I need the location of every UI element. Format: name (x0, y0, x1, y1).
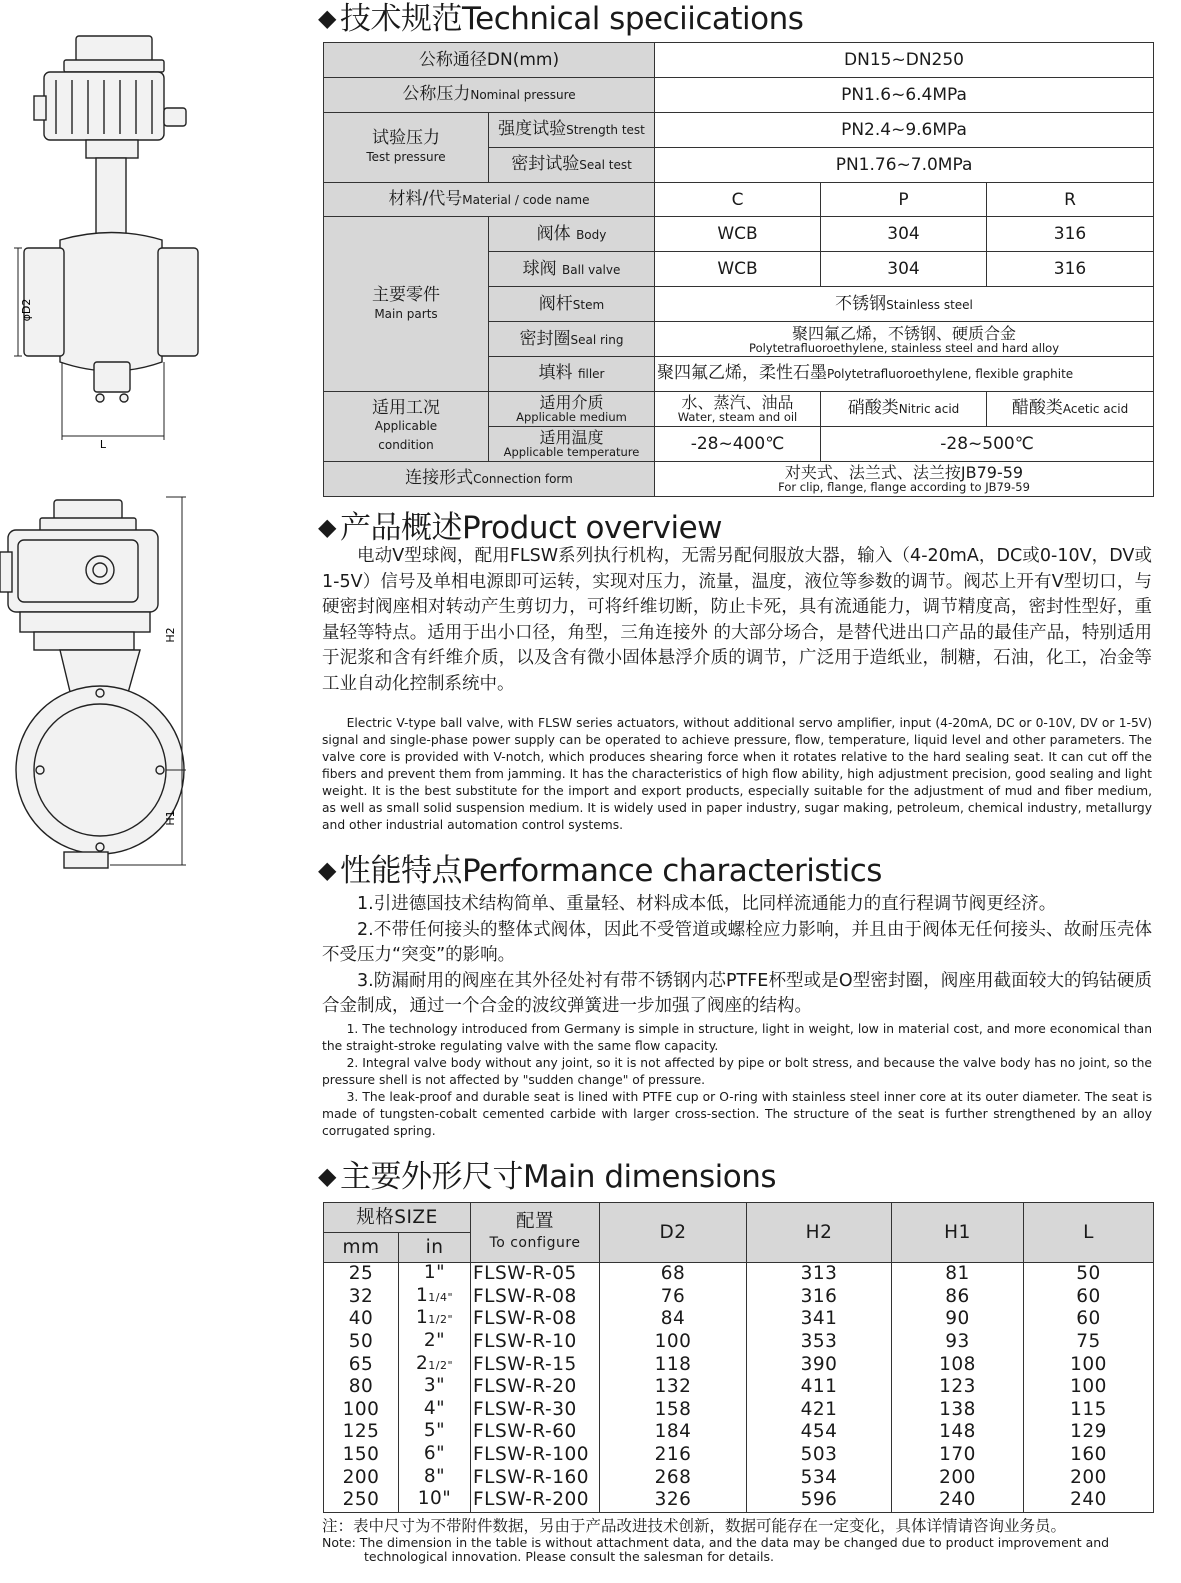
medium-c: 水、蒸汽、油品 Water, steam and oil (655, 391, 821, 426)
spec-table (323, 42, 1154, 497)
h1-dim-label: H1 (164, 810, 177, 826)
h2-dim-label: H2 (164, 627, 177, 643)
dim-cell-mm: 32 (324, 1286, 399, 1309)
dimension-row (324, 1286, 1154, 1309)
dim-cell-mm: 150 (324, 1444, 399, 1467)
dim-cell-config: FLSW-R-08 (471, 1308, 600, 1331)
dim-cell-l: 50 (1024, 1263, 1154, 1286)
material-r: R (987, 182, 1154, 217)
connection-label: 连接形式Connection form (324, 461, 655, 496)
valve-drawings (0, 0, 320, 1583)
spec-heading: ◆ 技术规范Technical speciications (318, 1, 804, 37)
spec-row-dn (324, 43, 1154, 78)
dim-cell-d2: 100 (600, 1331, 747, 1354)
dim-cell-h2: 421 (747, 1399, 892, 1422)
dim-cell-in (399, 1353, 471, 1376)
dim-cell-h1: 86 (892, 1286, 1024, 1309)
spec-row-body (324, 217, 1154, 252)
dim-cell-in (399, 1399, 471, 1422)
dim-cell-h1: 138 (892, 1399, 1024, 1422)
np-value: PN1.6~6.4MPa (655, 77, 1154, 112)
dim-cell-mm: 125 (324, 1421, 399, 1444)
diamond-bullet-icon: ◆ (318, 856, 336, 884)
dim-cell-d2: 326 (600, 1489, 747, 1512)
dim-cell-h2: 411 (747, 1376, 892, 1399)
dim-cell-d2: 158 (600, 1399, 747, 1422)
dim-cell-config: FLSW-R-15 (471, 1353, 600, 1376)
diamond-bullet-icon: ◆ (318, 4, 336, 32)
dim-cell-mm: 65 (324, 1353, 399, 1376)
dim-cell-mm: 80 (324, 1376, 399, 1399)
body-label: 阀体 Body (489, 217, 655, 252)
front-view-drawing (0, 500, 184, 868)
seal-test-label: 密封试验Seal test (489, 147, 655, 182)
dim-cell-h2: 503 (747, 1444, 892, 1467)
performance-en-list (322, 1021, 1152, 1140)
strength-test-value: PN2.4~9.6MPa (655, 112, 1154, 147)
dim-cell-h1: 200 (892, 1466, 1024, 1489)
dim-cell-l: 60 (1024, 1286, 1154, 1309)
np-label: 公称压力Nominal pressure (324, 77, 655, 112)
spec-row-nominal-pressure (324, 77, 1154, 112)
dim-cell-in (399, 1444, 471, 1467)
diamond-bullet-icon: ◆ (318, 513, 336, 541)
dim-in-whole: 5" (423, 1421, 446, 1442)
ball-label: 球阀 Ball valve (489, 252, 655, 287)
dim-cell-in (399, 1286, 471, 1309)
dim-cell-config: FLSW-R-200 (471, 1489, 600, 1512)
dim-cell-l: 115 (1024, 1399, 1154, 1422)
dim-cell-h1: 123 (892, 1376, 1024, 1399)
dim-cell-in (399, 1489, 471, 1512)
dimension-row (324, 1353, 1154, 1376)
dimension-row (324, 1489, 1154, 1512)
dimensions-table (323, 1202, 1154, 1513)
performance-heading: ◆ 性能特点Performance characteristics (318, 853, 882, 889)
dimension-row (324, 1444, 1154, 1467)
dim-cell-d2: 268 (600, 1466, 747, 1489)
dim-cell-h1: 170 (892, 1444, 1024, 1467)
dim-cell-in (399, 1263, 471, 1286)
body-c: WCB (655, 217, 821, 252)
medium-r: 醋酸类Acetic acid (987, 391, 1154, 426)
dim-cell-config: FLSW-R-08 (471, 1286, 600, 1309)
dim-cell-config: FLSW-R-160 (471, 1466, 600, 1489)
dim-cell-h1: 90 (892, 1308, 1024, 1331)
temperature-pr: -28~500℃ (821, 426, 1154, 461)
performance-en-item: 1. The technology introduced from Germany is simple in structure, light in weight, low in material cost, and more economical than the straight-stroke regulating valve with the same flow capacity. (322, 1022, 1152, 1053)
dim-cell-l: 200 (1024, 1466, 1154, 1489)
dim-cell-in (399, 1331, 471, 1354)
dim-cell-mm: 40 (324, 1308, 399, 1331)
dimension-row (324, 1308, 1154, 1331)
material-p: P (821, 182, 987, 217)
main-parts-label: 主要零件 Main parts (324, 217, 489, 391)
body-r: 316 (987, 217, 1154, 252)
dim-cell-config: FLSW-R-30 (471, 1399, 600, 1422)
dimension-row (324, 1263, 1154, 1286)
dim-in-fraction: 1/4" (428, 1290, 454, 1304)
config-header: 配置 To configure (471, 1203, 600, 1263)
dim-in-fraction: 1/2" (428, 1313, 454, 1327)
dim-cell-mm: 250 (324, 1489, 399, 1512)
dim-in-whole: 1 (415, 1308, 429, 1329)
stem-label: 阀杆Stem (489, 287, 655, 322)
medium-p: 硝酸类Nitric acid (821, 391, 987, 426)
dim-cell-h2: 316 (747, 1286, 892, 1309)
dim-cell-l: 60 (1024, 1308, 1154, 1331)
dim-in-whole: 2 (415, 1353, 429, 1374)
dim-cell-l: 129 (1024, 1421, 1154, 1444)
footnote-en-line2: technological innovation. Please consult the salesman for details. (364, 1549, 774, 1564)
dim-in-whole: 6" (423, 1443, 446, 1465)
connection-value: 对夹式、法兰式、法兰按JB79-59 For clip, flange, flange according to JB79-59 (655, 461, 1154, 496)
ball-c: WCB (655, 252, 821, 287)
spec-row-material (324, 182, 1154, 217)
dn-label: 公称通径DN(mm) (324, 43, 655, 78)
dim-cell-h2: 454 (747, 1421, 892, 1444)
body-p: 304 (821, 217, 987, 252)
dimension-row (324, 1399, 1154, 1422)
filler-label: 填料 filler (489, 357, 655, 392)
dim-cell-h1: 93 (892, 1331, 1024, 1354)
dim-cell-l: 240 (1024, 1489, 1154, 1512)
h1-header: H1 (892, 1203, 1024, 1263)
spec-row-strength-test (324, 112, 1154, 147)
h2-header: H2 (747, 1203, 892, 1263)
medium-label: 适用介质 Applicable medium (489, 391, 655, 426)
size-header: 规格SIZE (324, 1203, 471, 1233)
dim-cell-mm: 100 (324, 1399, 399, 1422)
dim-cell-in (399, 1376, 471, 1399)
l-header: L (1024, 1203, 1154, 1263)
dim-cell-mm: 25 (324, 1263, 399, 1286)
dim-cell-h2: 341 (747, 1308, 892, 1331)
dimension-row (324, 1331, 1154, 1354)
overview-en-paragraph: Electric V-type ball valve, with FLSW series actuators, without additional servo amplifier, input (4-20mA, DC or 0-10V, DV or 1-5V) signal and single-phase power supply can be operated to achieve pressure, flow, temperature, liquid level and other parameters. The valve core is provided with V-notch, which produces shearing force when it rotates relative to the hard sealing seat. It can cut off the fibers and prevent them from jamming. It has the characteristics of high flow ability, high adjustment precision, good sealing and light weight. It is the best substitute for the import and export products, especially suitable for the adjustment of mud and fiber medium, as well as small solid suspension medium. It is widely used in paper industry, sugar making, petroleum, chemical industry, metallurgy and other industrial automation control systems. (322, 716, 1152, 832)
dim-in-whole: 1 (415, 1285, 429, 1306)
material-c: C (655, 182, 821, 217)
mm-header: mm (324, 1233, 399, 1263)
dim-cell-d2: 132 (600, 1376, 747, 1399)
footnote-cn: 注：表中尺寸为不带附件数据，另由于产品改进技术创新，数据可能存在一定变化，具体详情请咨询业务员。 (322, 1517, 1067, 1535)
filler-value: 聚四氟乙烯，柔性石墨Polytetrafluoroethylene, flexible graphite (655, 357, 1154, 392)
strength-test-label: 强度试验Strength test (489, 112, 655, 147)
seal-ring-value: 聚四氟乙烯，不锈钢、硬质合金 Polytetrafluoroethylene, stainless steel and hard alloy (655, 322, 1154, 357)
dim-cell-h1: 148 (892, 1421, 1024, 1444)
d2-dim-label: φD2 (20, 298, 33, 322)
dim-cell-config: FLSW-R-05 (471, 1263, 600, 1286)
stem-value: 不锈钢Stainless steel (655, 287, 1154, 322)
in-header: in (399, 1233, 471, 1263)
material-label: 材料/代号Material / code name (324, 182, 655, 217)
dim-cell-config: FLSW-R-60 (471, 1421, 600, 1444)
dim-cell-d2: 216 (600, 1444, 747, 1467)
temperature-label: 适用温度 Applicable temperature (489, 426, 655, 461)
dim-cell-l: 160 (1024, 1444, 1154, 1467)
dim-in-whole: 1" (423, 1262, 446, 1284)
footnote (322, 1516, 1162, 1564)
dim-cell-h1: 240 (892, 1489, 1024, 1512)
performance-cn-list (322, 892, 1152, 1020)
dim-cell-config: FLSW-R-100 (471, 1444, 600, 1467)
d2-header: D2 (600, 1203, 747, 1263)
dim-cell-d2: 118 (600, 1353, 747, 1376)
dim-cell-config: FLSW-R-20 (471, 1376, 600, 1399)
dim-cell-h2: 313 (747, 1263, 892, 1286)
applicable-condition-label: 适用工况 Applicable condition (324, 391, 489, 461)
dim-cell-mm: 200 (324, 1466, 399, 1489)
performance-en-item: 3. The leak-proof and durable seat is lined with PTFE cup or O-ring with stainless steel inner core at its outer diameter. The seat is made of tungsten-cobalt cemented carbide with larger cross-section. The structure of the seat is further strengthened by an alloy corrugated spring. (322, 1090, 1152, 1138)
dim-cell-l: 100 (1024, 1376, 1154, 1399)
dim-cell-d2: 84 (600, 1308, 747, 1331)
seal-ring-label: 密封圈Seal ring (489, 322, 655, 357)
dim-in-fraction: 1/2" (428, 1358, 454, 1372)
dim-in-whole: 8" (423, 1466, 446, 1487)
dim-cell-d2: 68 (600, 1263, 747, 1286)
performance-cn-item: 3.防漏耐用的阀座在其外径处衬有带不锈钢内芯PTFE杯型或是O型密封圈，阀座用截面较大的钨钴硬质合金制成，通过一个合金的波纹弹簧进一步加强了阀座的结构。 (322, 970, 1152, 1016)
footnote-en-line1: Note: The dimension in the table is without attachment data, and the data may be changed due to product improvement and (322, 1535, 1110, 1550)
dim-cell-d2: 76 (600, 1286, 747, 1309)
dim-cell-in (399, 1308, 471, 1331)
side-view-drawing (24, 36, 198, 402)
dim-in-whole: 10" (417, 1488, 452, 1510)
dimensions-body (324, 1263, 1154, 1513)
ball-r: 316 (987, 252, 1154, 287)
dim-cell-h1: 81 (892, 1263, 1024, 1286)
dim-cell-h2: 596 (747, 1489, 892, 1512)
dim-in-whole: 2" (423, 1330, 446, 1352)
dim-cell-d2: 184 (600, 1421, 747, 1444)
overview-cn-paragraph: 电动V型球阀，配用FLSW系列执行机构，无需另配伺服放大器，输入（4-20mA，DC或0-10V，DV或1-5V）信号及单相电源即可运转，实现对压力，流量，温度，液位等参数的调节。阀芯上开有V型切口，与硬密封阀座相对转动产生剪切力，可将纤维切断，防止卡死，具有流通能力，调节精度高，密封性型好，重量轻等特点。适用于出小口径，角型，三角连接外 的大部分场合，是替代进出口产品的最佳产品，特别适用于泥浆和含有纤维介质，以及含有微小固体悬浮介质的调节，广泛用于造纸业，制糖，石油，化工，冶金等工业自动化控制系统中。 (322, 546, 1152, 694)
spec-row-medium (324, 391, 1154, 426)
dim-cell-mm: 50 (324, 1331, 399, 1354)
l-dim-label: L (99, 438, 107, 451)
dimension-row (324, 1376, 1154, 1399)
dim-cell-h2: 534 (747, 1466, 892, 1489)
test-pressure-label: 试验压力 Test pressure (324, 112, 489, 182)
dim-cell-in (399, 1421, 471, 1444)
dim-cell-h2: 390 (747, 1353, 892, 1376)
dimension-row (324, 1421, 1154, 1444)
temperature-c: -28~400℃ (655, 426, 821, 461)
overview-heading: ◆ 产品概述Product overview (318, 510, 723, 546)
performance-cn-item: 2.不带任何接头的整体式阀体，因此不受管道或螺栓应力影响，并且由于阀体无任何接头、故耐压壳体不受压力“突变”的影响。 (322, 919, 1152, 965)
spec-row-connection (324, 461, 1154, 496)
dim-in-whole: 4" (423, 1398, 446, 1419)
dim-cell-h1: 108 (892, 1353, 1024, 1376)
dimensions-heading: ◆ 主要外形尺寸Main dimensions (318, 1159, 777, 1195)
dim-cell-config: FLSW-R-10 (471, 1331, 600, 1354)
dim-cell-l: 100 (1024, 1353, 1154, 1376)
performance-cn-item: 1.引进德国技术结构简单、重量轻、材料成本低，比同样流通能力的直行程调节阀更经济。 (357, 894, 1057, 914)
diamond-bullet-icon: ◆ (318, 1162, 336, 1190)
dn-value: DN15~DN250 (655, 43, 1154, 78)
dim-cell-in (399, 1466, 471, 1489)
dim-in-whole: 3" (423, 1375, 446, 1397)
seal-test-value: PN1.76~7.0MPa (655, 147, 1154, 182)
dim-cell-h2: 353 (747, 1331, 892, 1354)
ball-p: 304 (821, 252, 987, 287)
dim-cell-l: 75 (1024, 1331, 1154, 1354)
performance-en-item: 2. Integral valve body without any joint, so it is not affected by pipe or bolt stress, and because the valve body has no joint, so the pressure shell is not affected by "sudden change" of pressure. (322, 1056, 1152, 1087)
dimension-row (324, 1466, 1154, 1489)
